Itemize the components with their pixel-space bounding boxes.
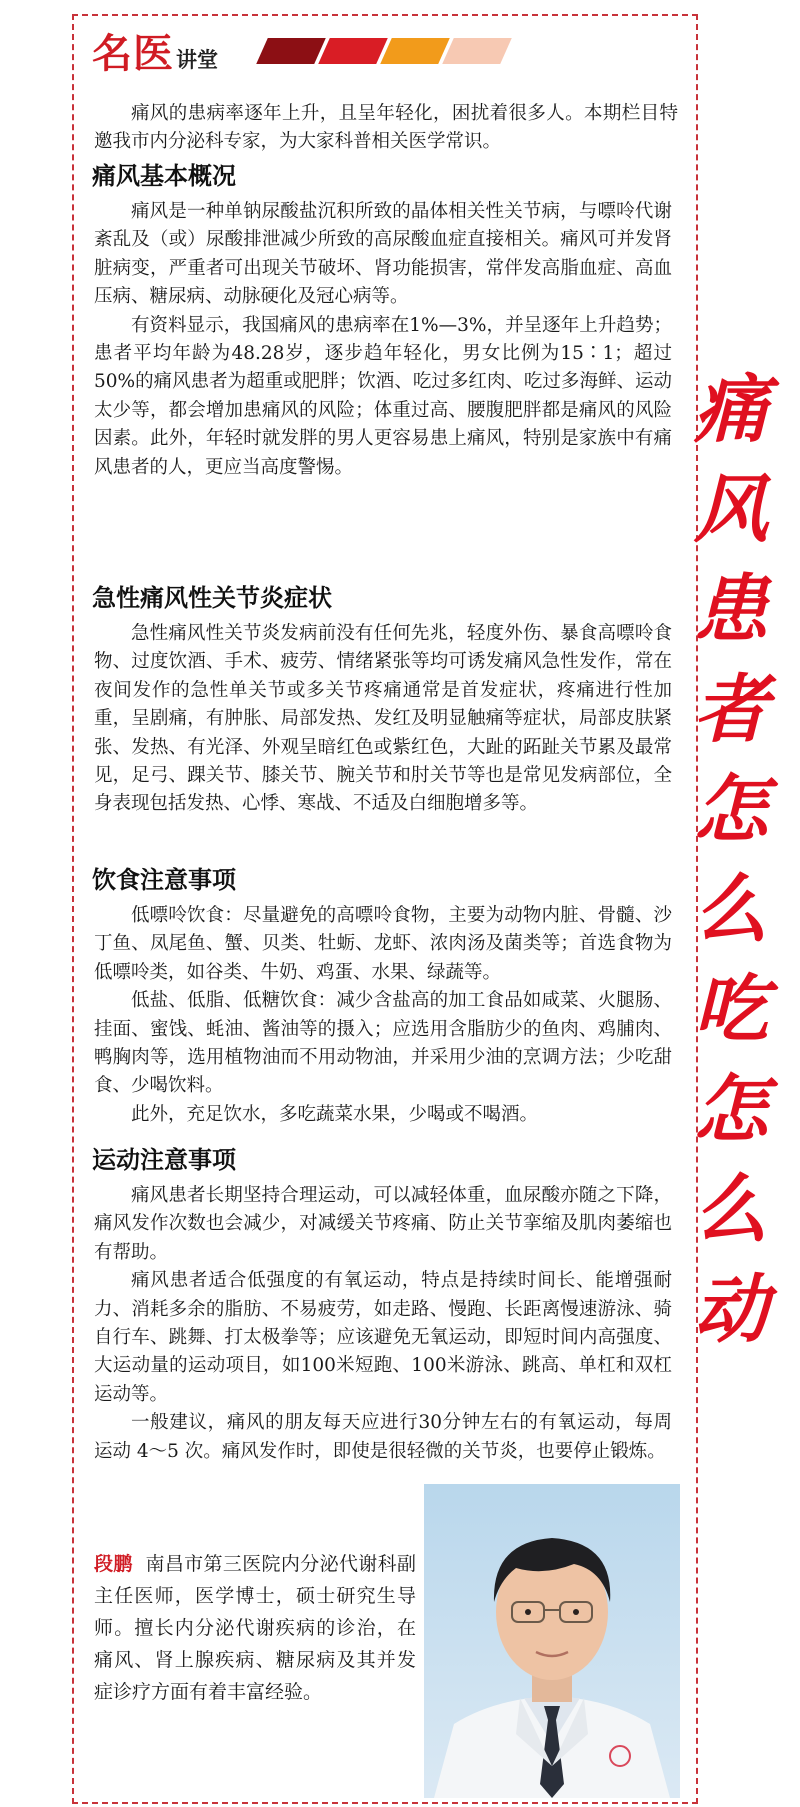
paragraph: 低盐、低脂、低糖饮食：减少含盐高的加工食品如咸菜、火腿肠、挂面、蜜饯、蚝油、酱油等的摄入；应选用含脂肪少的鱼肉、鸡脯肉、鸭胸肉等，选用植物油而不用动物油，并采用少油的烹调方法；少吃甜食、少喝饮料。 [94, 990, 672, 1097]
section-heading-symptoms: 急性痛风性关节炎症状 [92, 584, 332, 612]
decor-bar [380, 38, 450, 64]
section-heading-exercise: 运动注意事项 [92, 1146, 236, 1174]
paragraph: 急性痛风性关节炎发病前没有任何先兆，轻度外伤、暴食高嘌呤食物、过度饮酒、手术、疲劳、情绪紧张等均可诱发痛风急性发作，常在夜间发作的急性单关节或多关节疼痛通常是首发症状，疼痛进行性加重，呈剧痛，有肿胀、局部发热、发红及明显触痛等症状，局部皮肤紧张、发热、有光泽、外观呈暗红色或紫红色，大趾的跖趾关节累及最常见，足弓、踝关节、膝关节、腕关节和肘关节等也是常见发病部位，全身表现包括发热、心悸、寒战、不适及白细胞增多等。 [94, 623, 672, 815]
title-char: 怎 [694, 767, 768, 853]
paragraph: 一般建议，痛风的朋友每天应进行30分钟左右的有氧运动，每周运动 4～5 次。痛风发作时，即使是很轻微的关节炎，也要停止锻炼。 [94, 1412, 672, 1462]
title-char: 吃 [694, 967, 768, 1053]
section-heading-diet: 饮食注意事项 [92, 866, 236, 894]
paragraph: 低嘌呤饮食：尽量避免的高嘌呤食物，主要为动物内脏、骨髓、沙丁鱼、凤尾鱼、蟹、贝类、牡蛎、龙虾、浓肉汤及菌类等；首选食物为低嘌呤类，如谷类、牛奶、鸡蛋、水果、绿蔬等。 [94, 905, 672, 983]
doctor-photo [424, 1484, 680, 1798]
title-char: 者 [694, 667, 768, 753]
paragraph: 痛风患者适合低强度的有氧运动，特点是持续时间长、能增强耐力、消耗多余的脂肪、不易疲劳，如走路、慢跑、长距离慢速游泳、骑自行车、跳舞、打太极拳等；应该避免无氧运动，即短时间内高强度、大运动量的运动项目，如100米短跑、100米游泳、跳高、单杠和双杠运动等。 [94, 1270, 672, 1405]
decor-bar [318, 38, 388, 64]
doctor-bio [94, 1548, 416, 1708]
title-char: 怎 [694, 1067, 768, 1153]
title-char: 痛 [694, 367, 768, 453]
intro-text: 痛风的患病率逐年上升，且呈年轻化，困扰着很多人。本期栏目特邀我市内分泌科专家，为大家科普相关医学常识。 [94, 103, 678, 153]
title-char: 动 [694, 1267, 768, 1353]
column-title-main: 名医 [92, 31, 174, 77]
header-decoration-bars [262, 38, 506, 68]
section-body-symptoms [94, 620, 672, 819]
section-heading-overview: 痛风基本概况 [92, 162, 236, 190]
paragraph: 此外，充足饮水，多吃蔬菜水果，少喝或不喝酒。 [131, 1103, 539, 1125]
title-char: 患 [694, 567, 768, 653]
title-char: 么 [694, 1167, 768, 1253]
vertical-article-title [686, 360, 776, 1360]
title-char: 么 [694, 867, 768, 953]
section-body-exercise [94, 1182, 672, 1466]
decor-bar [442, 38, 512, 64]
decor-bar [256, 38, 326, 64]
paragraph: 有资料显示，我国痛风的患病率在1%—3%，并呈逐年上升趋势；患者平均年龄为48.28岁，逐步趋年轻化，男女比例为15∶1；超过50%的痛风患者为超重或肥胖；饮酒、吃过多红肉、吃过多海鲜、运动太少等，都会增加患痛风的风险；体重过高、腰腹肥胖都是痛风的风险因素。此外，年轻时就发胖的男人更容易患上痛风，特别是家族中有痛风患者的人，更应当高度警惕。 [94, 314, 672, 478]
paragraph: 痛风患者长期坚持合理运动，可以减轻体重，血尿酸亦随之下降，痛风发作次数也会减少，对减缓关节疼痛、防止关节挛缩及肌肉萎缩也有帮助。 [94, 1185, 672, 1263]
section-body-overview [94, 198, 672, 482]
doctor-description: 南昌市第三医院内分泌代谢科副主任医师，医学博士，硕士研究生导师。擅长内分泌代谢疾病的诊治，在痛风、肾上腺疾病、糖尿病及其并发症诊疗方面有着丰富经验。 [94, 1553, 416, 1703]
doctor-portrait-illustration [424, 1484, 680, 1798]
section-body-diet [94, 902, 672, 1129]
paragraph: 痛风是一种单钠尿酸盐沉积所致的晶体相关性关节病，与嘌呤代谢紊乱及（或）尿酸排泄减少所致的高尿酸血症直接相关。痛风可并发肾脏病变，严重者可出现关节破坏、肾功能损害，常伴发高脂血症、高血压病、糖尿病、动脉硬化及冠心病等。 [94, 201, 672, 308]
column-title-sub: 讲堂 [176, 48, 218, 72]
doctor-name: 段鹏 [94, 1553, 133, 1575]
title-char: 风 [694, 467, 768, 553]
